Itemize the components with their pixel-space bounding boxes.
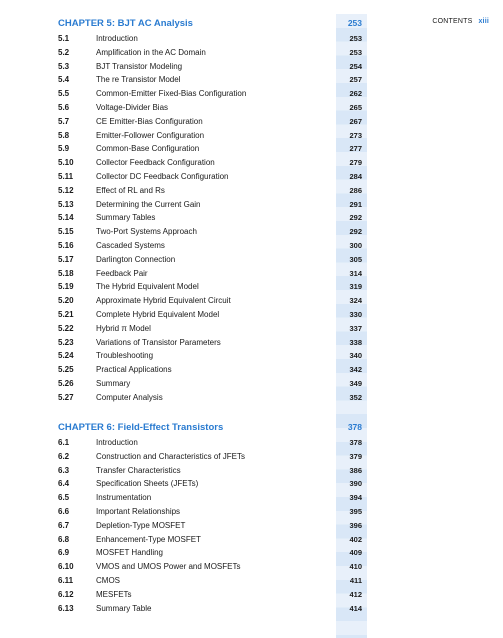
section-number: 6.13 <box>58 603 74 613</box>
toc-entry[interactable] <box>58 170 362 184</box>
section-page[interactable]: 284 <box>349 171 362 181</box>
section-page[interactable]: 305 <box>349 254 362 264</box>
section-number: 5.7 <box>58 116 70 126</box>
section-number: 6.8 <box>58 534 70 544</box>
section-page[interactable]: 409 <box>349 548 362 558</box>
section-title[interactable]: Construction and Characteristics of JFETs <box>96 451 245 461</box>
section-page[interactable]: 394 <box>349 493 362 503</box>
section-page[interactable]: 291 <box>349 199 362 209</box>
section-page[interactable]: 410 <box>349 562 362 572</box>
chapter-page[interactable]: 378 <box>347 422 362 432</box>
section-number: 5.24 <box>58 351 74 361</box>
toc-entry[interactable] <box>58 87 362 101</box>
section-page[interactable]: 319 <box>349 282 362 292</box>
section-number: 5.20 <box>58 296 74 306</box>
section-page[interactable]: 411 <box>349 575 362 585</box>
section-title[interactable]: Feedback Pair <box>96 268 148 278</box>
section-title[interactable]: Emitter-Follower Configuration <box>96 130 205 140</box>
section-title[interactable]: Cascaded Systems <box>96 240 165 250</box>
toc-entry[interactable] <box>58 519 362 533</box>
section-number: 6.10 <box>58 562 74 572</box>
section-number: 5.17 <box>58 254 74 264</box>
section-number: 5.19 <box>58 282 74 292</box>
section-title[interactable]: Voltage-Divider Bias <box>96 102 169 112</box>
toc-entry[interactable] <box>58 32 362 46</box>
section-number: 5.15 <box>58 227 74 237</box>
section-page[interactable]: 265 <box>349 102 362 112</box>
section-page[interactable]: 292 <box>349 227 362 237</box>
section-title[interactable]: Important Relationships <box>96 506 181 516</box>
section-page[interactable]: 337 <box>349 323 362 333</box>
section-list <box>58 436 362 615</box>
toc-entry[interactable] <box>58 46 362 60</box>
toc-entry[interactable] <box>58 336 362 350</box>
toc-entry[interactable] <box>58 129 362 143</box>
toc-entry[interactable] <box>58 308 362 322</box>
section-page[interactable]: 412 <box>349 589 362 599</box>
section-number: 6.5 <box>58 493 70 503</box>
section-title[interactable]: Complete Hybrid Equivalent Model <box>96 309 220 319</box>
section-number: 6.3 <box>58 465 70 475</box>
section-list <box>58 32 362 405</box>
header-page-number: xiii <box>478 18 489 25</box>
section-page[interactable]: 286 <box>349 185 362 195</box>
section-number: 6.7 <box>58 520 70 530</box>
section-page[interactable]: 257 <box>349 75 362 85</box>
section-title[interactable]: MESFETs <box>96 589 132 599</box>
section-page[interactable]: 378 <box>349 438 362 447</box>
toc-entry[interactable] <box>58 349 362 363</box>
chapter-heading-row[interactable] <box>58 18 362 32</box>
section-title[interactable]: Practical Applications <box>96 365 172 375</box>
section-number: 5.22 <box>58 323 74 333</box>
section-page[interactable]: 379 <box>349 451 362 461</box>
section-title[interactable]: Hybrid π Model <box>96 323 151 333</box>
section-number: 6.2 <box>58 451 70 461</box>
section-title[interactable]: VMOS and UMOS Power and MOSFETs <box>96 562 241 572</box>
toc-entry[interactable] <box>58 546 362 560</box>
section-number: 5.11 <box>58 171 74 181</box>
toc-entry[interactable] <box>58 115 362 129</box>
section-title[interactable]: Introduction <box>96 438 138 447</box>
section-page[interactable]: 324 <box>349 296 362 306</box>
toc-entry[interactable] <box>58 464 362 478</box>
toc-entry[interactable] <box>58 253 362 267</box>
toc-entry[interactable] <box>58 533 362 547</box>
section-number: 5.21 <box>58 309 74 319</box>
section-title[interactable]: Transfer Characteristics <box>96 465 181 475</box>
section-page[interactable]: 314 <box>349 268 362 278</box>
section-title[interactable]: Summary Table <box>96 603 152 613</box>
toc-entry[interactable] <box>58 477 362 491</box>
chapter-heading-row[interactable] <box>58 422 362 436</box>
section-number: 5.14 <box>58 213 74 223</box>
section-number: 5.26 <box>58 378 74 388</box>
section-page[interactable]: 402 <box>349 534 362 544</box>
section-title[interactable]: Troubleshooting <box>96 351 154 361</box>
section-title[interactable]: Summary <box>96 378 131 388</box>
section-page[interactable]: 253 <box>349 34 362 43</box>
toc-entry[interactable] <box>58 73 362 87</box>
toc-entry[interactable] <box>58 602 362 616</box>
section-title[interactable]: CMOS <box>96 575 120 585</box>
section-page[interactable]: 390 <box>349 479 362 489</box>
chapter-page[interactable]: 253 <box>347 18 362 28</box>
page-header <box>432 18 489 25</box>
section-number: 5.12 <box>58 185 74 195</box>
section-page[interactable]: 414 <box>349 603 362 613</box>
toc-entry[interactable] <box>58 505 362 519</box>
section-number: 5.2 <box>58 47 70 57</box>
section-title[interactable]: Collector DC Feedback Configuration <box>96 171 229 181</box>
section-number: 5.16 <box>58 240 74 250</box>
section-number: 5.1 <box>58 34 70 43</box>
section-number: 5.18 <box>58 268 74 278</box>
section-page[interactable]: 352 <box>349 392 362 402</box>
toc-entry[interactable] <box>58 391 362 405</box>
section-page[interactable]: 262 <box>349 89 362 99</box>
section-number: 5.5 <box>58 89 70 99</box>
section-title[interactable]: Effect of RL and Rs <box>96 185 165 195</box>
section-number: 5.6 <box>58 102 70 112</box>
section-title[interactable]: Summary Tables <box>96 213 156 223</box>
section-page[interactable]: 267 <box>349 116 362 126</box>
toc-entry[interactable] <box>58 60 362 74</box>
section-title[interactable]: Determining the Current Gain <box>96 199 201 209</box>
section-number: 6.1 <box>58 438 70 447</box>
chapter-title[interactable]: CHAPTER 6: Field-Effect Transistors <box>58 422 224 433</box>
section-number: 6.12 <box>58 589 74 599</box>
toc-entry[interactable] <box>58 156 362 170</box>
section-number: 6.9 <box>58 548 70 558</box>
section-title[interactable]: Instrumentation <box>96 493 152 503</box>
toc-entry[interactable] <box>58 280 362 294</box>
section-number: 5.27 <box>58 392 74 402</box>
section-title[interactable]: Depletion-Type MOSFET <box>96 520 186 530</box>
section-number: 6.6 <box>58 506 70 516</box>
chapter-6-block <box>58 422 362 615</box>
section-page[interactable]: 273 <box>349 130 362 140</box>
section-number: 5.8 <box>58 130 70 140</box>
toc-entry[interactable] <box>58 294 362 308</box>
section-page[interactable]: 279 <box>349 158 362 168</box>
toc-entry[interactable] <box>58 267 362 281</box>
toc-entry[interactable] <box>58 588 362 602</box>
toc-entry[interactable] <box>58 450 362 464</box>
toc-entry[interactable] <box>58 377 362 391</box>
chapter-5-block <box>58 18 362 405</box>
toc-entry[interactable] <box>58 211 362 225</box>
section-number: 5.23 <box>58 337 74 347</box>
toc-entry[interactable] <box>58 142 362 156</box>
section-number: 6.4 <box>58 479 70 489</box>
section-title[interactable]: Approximate Hybrid Equivalent Circuit <box>96 296 231 306</box>
section-page[interactable]: 253 <box>349 47 362 57</box>
section-page[interactable]: 338 <box>349 337 362 347</box>
section-title[interactable]: Collector Feedback Configuration <box>96 158 215 168</box>
section-page[interactable]: 330 <box>349 309 362 319</box>
section-page[interactable]: 386 <box>349 465 362 475</box>
section-page[interactable]: 396 <box>349 520 362 530</box>
section-title[interactable]: The Hybrid Equivalent Model <box>96 282 199 292</box>
section-title[interactable]: Two-Port Systems Approach <box>96 227 197 237</box>
section-title[interactable]: Amplification in the AC Domain <box>96 47 206 57</box>
section-title[interactable]: MOSFET Handling <box>96 548 163 558</box>
section-page[interactable]: 277 <box>349 144 362 154</box>
section-page[interactable]: 300 <box>349 240 362 250</box>
toc-entry[interactable] <box>58 363 362 377</box>
section-page[interactable]: 340 <box>349 351 362 361</box>
section-number: 5.13 <box>58 199 74 209</box>
section-number: 5.4 <box>58 75 70 85</box>
section-title[interactable]: Darlington Connection <box>96 254 176 264</box>
section-number: 5.10 <box>58 158 74 168</box>
section-title[interactable]: Common-Base Configuration <box>96 144 200 154</box>
chapter-title[interactable]: CHAPTER 5: BJT AC Analysis <box>58 18 193 29</box>
toc-entry[interactable] <box>58 184 362 198</box>
section-title[interactable]: Enhancement-Type MOSFET <box>96 534 201 544</box>
header-label: CONTENTS <box>432 18 473 25</box>
toc-entry[interactable] <box>58 225 362 239</box>
toc-entry[interactable] <box>58 239 362 253</box>
section-number: 6.11 <box>58 575 74 585</box>
section-title[interactable]: Common-Emitter Fixed-Bias Configuration <box>96 89 247 99</box>
section-number: 5.3 <box>58 61 70 71</box>
section-page[interactable]: 292 <box>349 213 362 223</box>
toc-entry[interactable] <box>58 322 362 336</box>
section-title[interactable]: Specification Sheets (JFETs) <box>96 479 199 489</box>
section-page[interactable]: 342 <box>349 365 362 375</box>
section-page[interactable]: 254 <box>349 61 362 71</box>
toc-entry[interactable] <box>58 101 362 115</box>
section-title[interactable]: Computer Analysis <box>96 392 163 402</box>
section-title[interactable]: The re Transistor Model <box>96 75 181 85</box>
section-number: 5.25 <box>58 365 74 375</box>
toc-entry[interactable] <box>58 436 362 450</box>
section-title[interactable]: BJT Transistor Modeling <box>96 61 183 71</box>
toc-entry[interactable] <box>58 560 362 574</box>
toc-entry[interactable] <box>58 574 362 588</box>
toc-entry[interactable] <box>58 198 362 212</box>
section-number: 5.9 <box>58 144 70 154</box>
section-title[interactable]: Introduction <box>96 34 138 43</box>
toc-entry[interactable] <box>58 491 362 505</box>
section-page[interactable]: 349 <box>349 378 362 388</box>
section-title[interactable]: CE Emitter-Bias Configuration <box>96 116 203 126</box>
section-page[interactable]: 395 <box>349 506 362 516</box>
section-title[interactable]: Variations of Transistor Parameters <box>96 337 221 347</box>
